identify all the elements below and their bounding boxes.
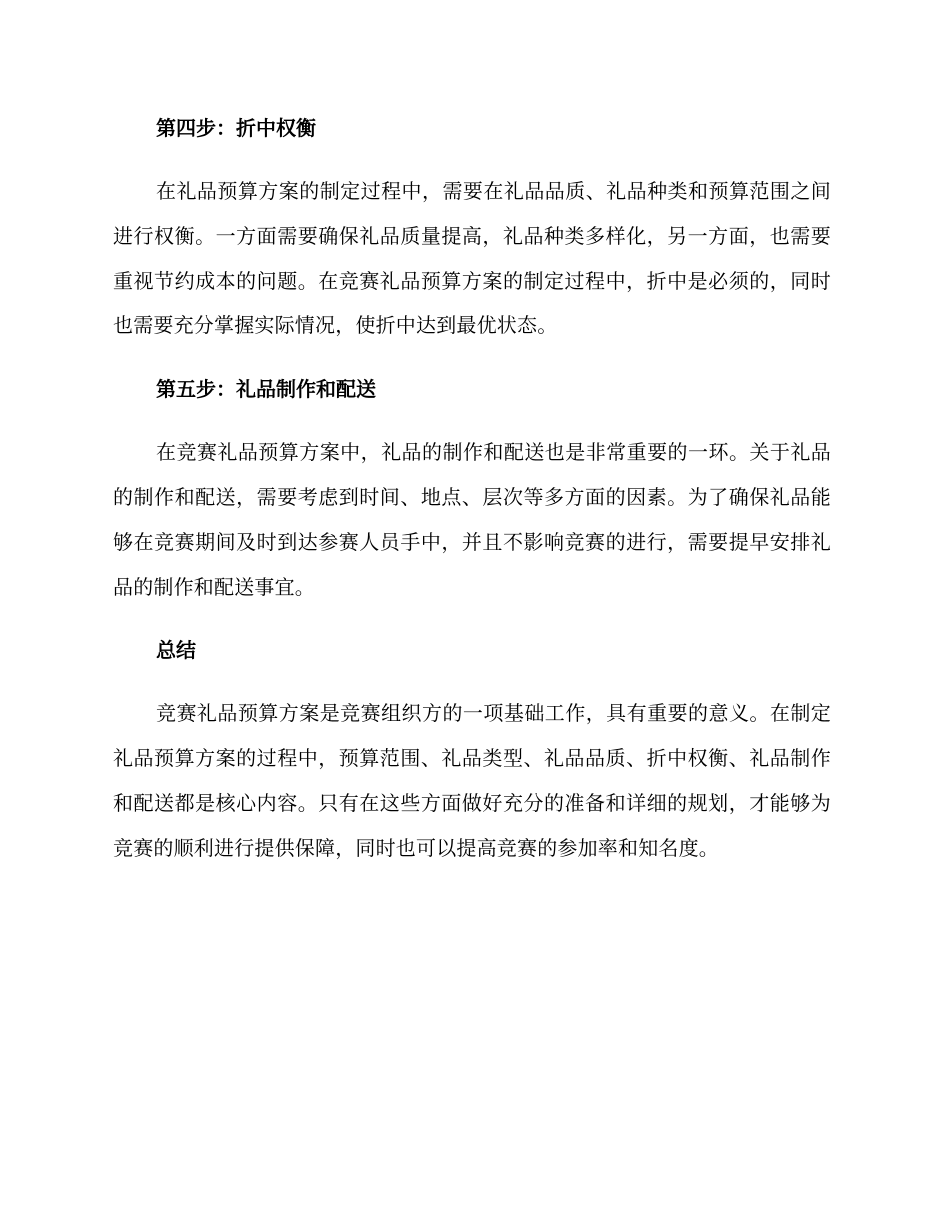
- section-paragraph: 竞赛礼品预算方案是竞赛组织方的一项基础工作，具有重要的意义。在制定礼品预算方案的过程中，预算范围、礼品类型、礼品品质、折中权衡、礼品制作和配送都是核心内容。只有在这些方面做好充分的准备和详细的规划，才能够为竞赛的顺利进行提供保障，同时也可以提高竞赛的参加率和知名度。: [113, 701, 831, 860]
- section-heading: 总结: [156, 638, 196, 663]
- section-paragraph: 在礼品预算方案的制定过程中，需要在礼品品质、礼品种类和预算范围之间进行权衡。一方面需要确保礼品质量提高，礼品种类多样化，另一方面，也需要重视节约成本的问题。在竞赛礼品预算方案的制定过程中，折中是必须的，同时也需要充分掌握实际情况，使折中达到最优状态。: [113, 179, 831, 338]
- section-step-four: [113, 106, 831, 348]
- section-heading: 第四步：折中权衡: [156, 116, 316, 140]
- section-step-five: [113, 367, 831, 609]
- section-heading: 第五步：礼品制作和配送: [156, 377, 376, 402]
- document-body: [113, 106, 831, 890]
- section-summary: [113, 628, 831, 870]
- section-paragraph: 在竞赛礼品预算方案中，礼品的制作和配送也是非常重要的一环。关于礼品的制作和配送，需要考虑到时间、地点、层次等多方面的因素。为了确保礼品能够在竞赛期间及时到达参赛人员手中，并且不影响竞赛的进行，需要提早安排礼品的制作和配送事宜。: [113, 440, 831, 599]
